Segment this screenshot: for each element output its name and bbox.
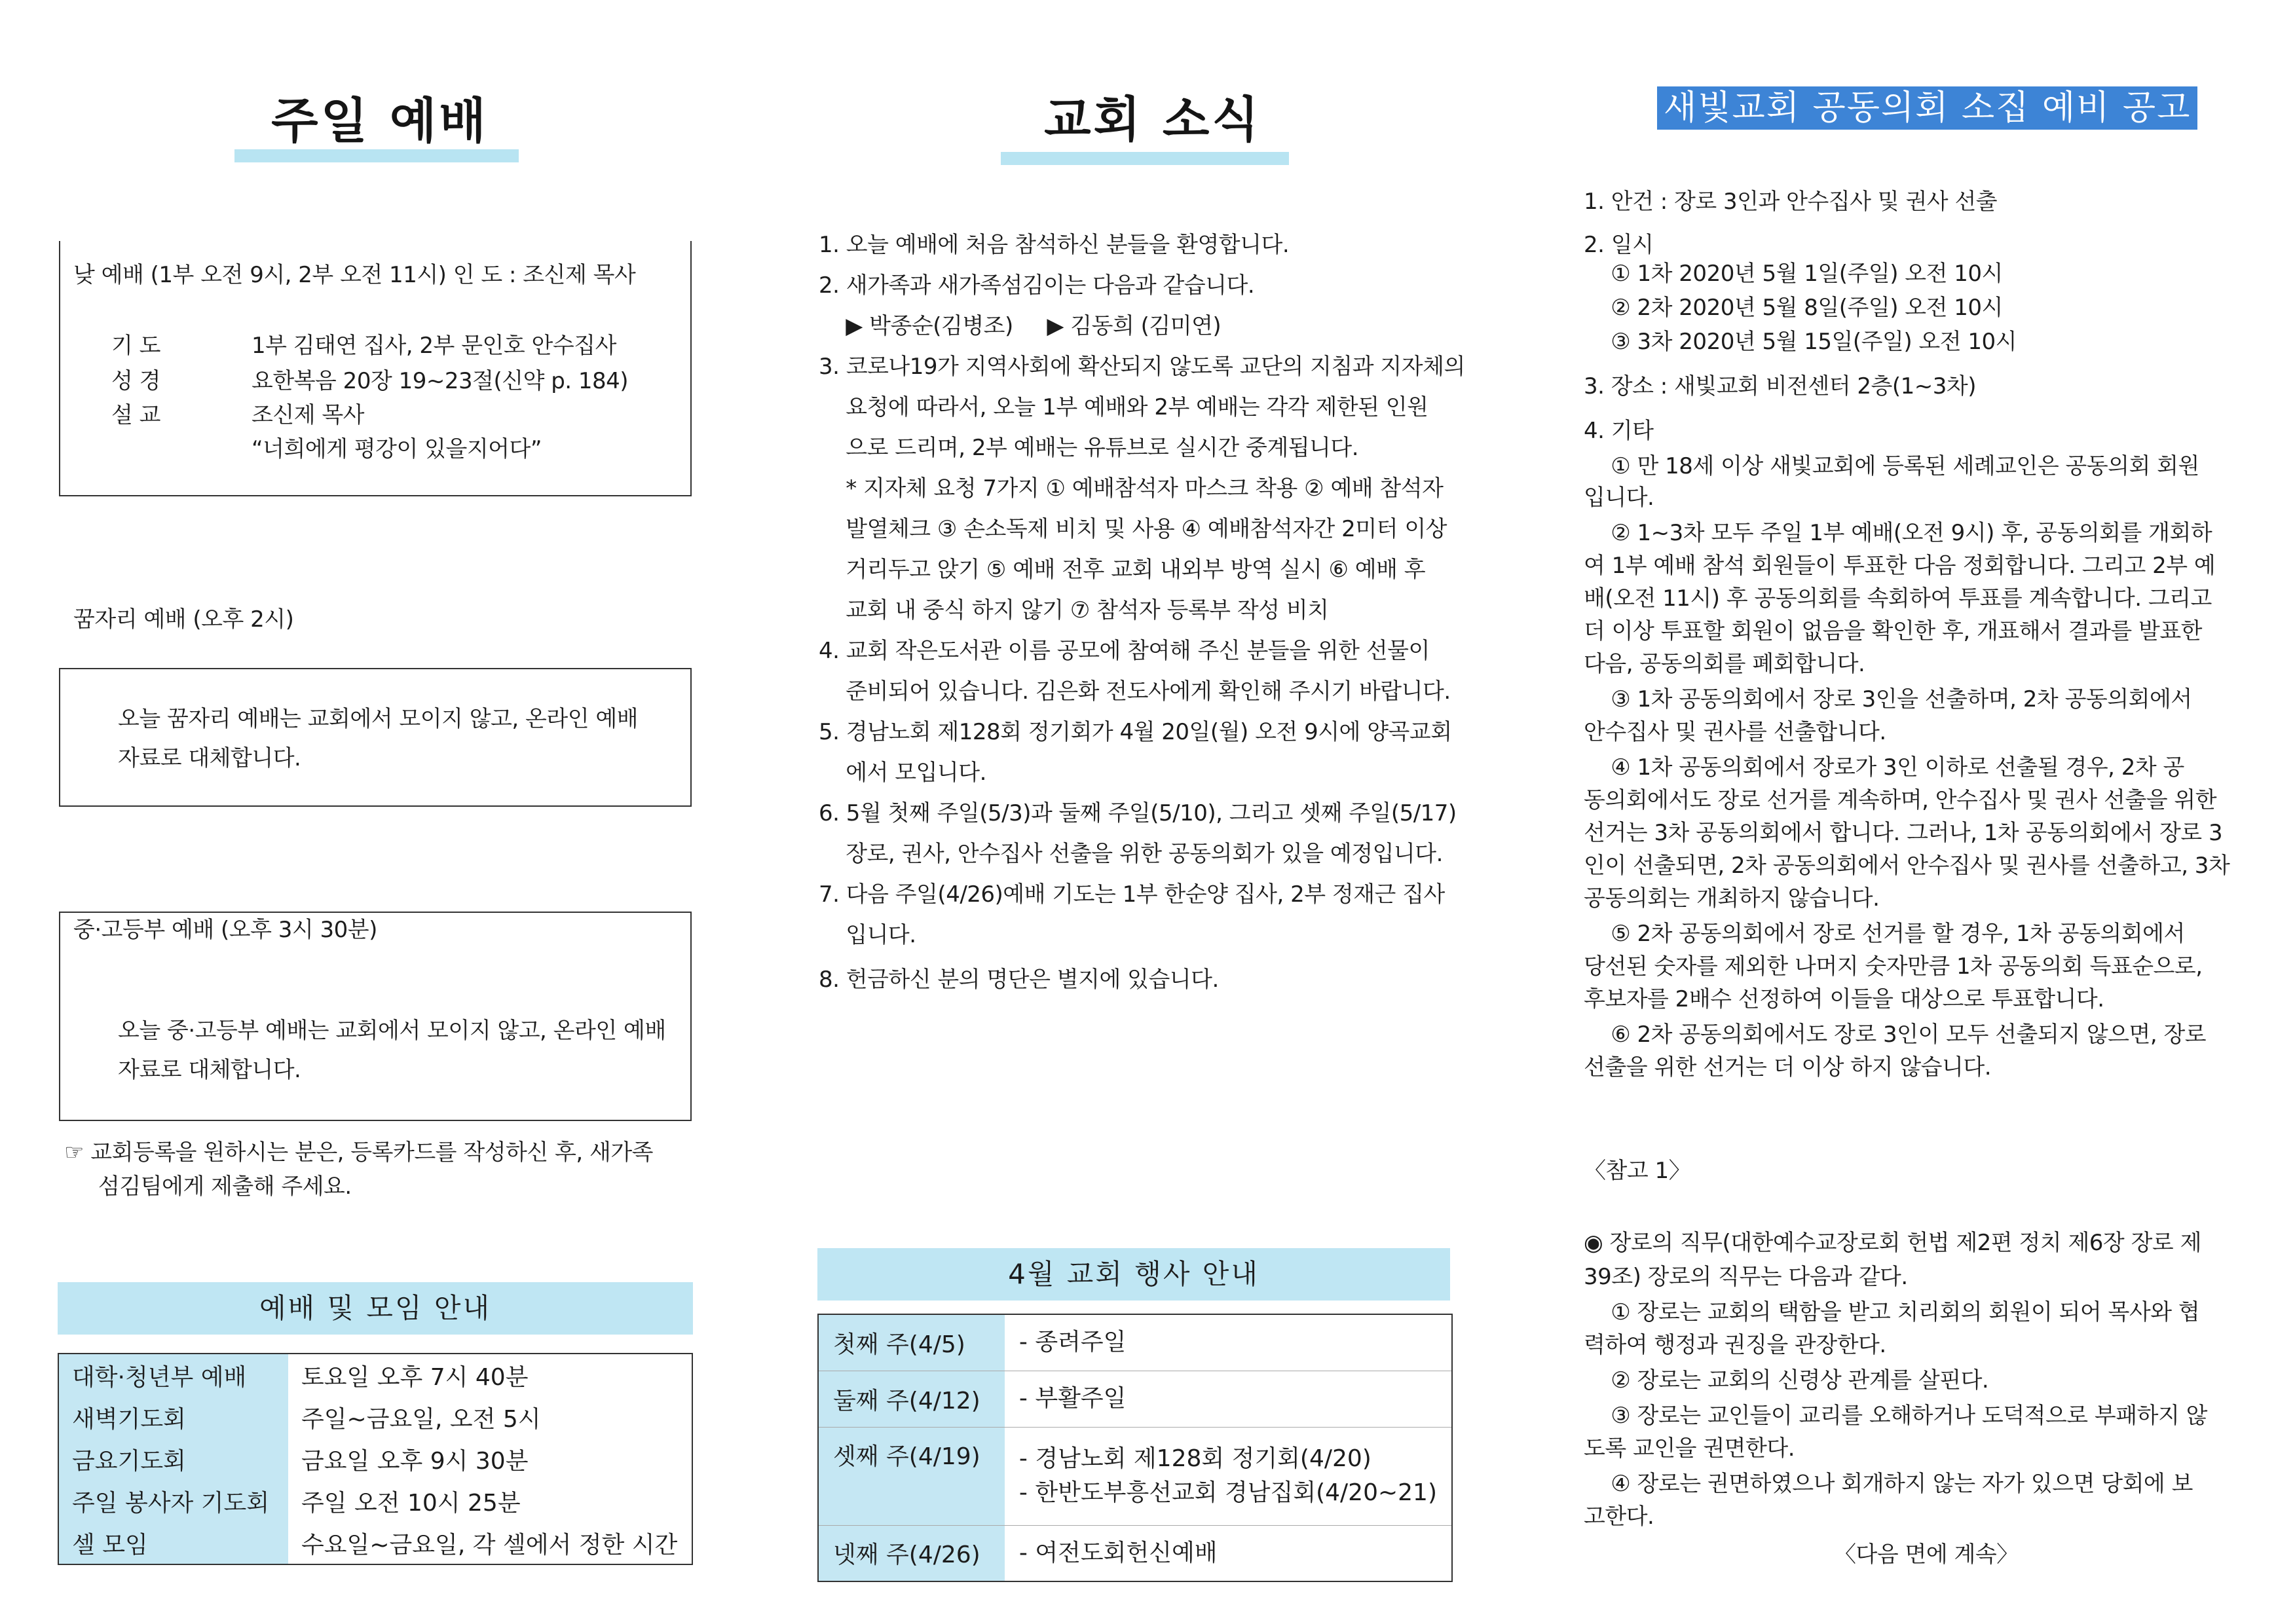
notice-line: 동의회에서도 장로 선거를 계속하며, 안수집사 및 권사 선출을 위한 (1584, 787, 2217, 813)
sermon-label: 설 교 (111, 402, 160, 428)
reference-line: ① 장로는 교회의 택함을 받고 치리회의 회원이 되어 목사와 협 (1584, 1299, 2200, 1325)
news-line: 준비되어 있습니다. 김은화 전도사에게 확인해 주시기 바랍니다. (819, 678, 1451, 705)
news-line: 요청에 따라서, 오늘 1부 예배와 2부 예배는 각각 제한된 인원 (819, 394, 1428, 420)
registration-note-line-2: 섬김팀에게 제출해 주세요. (98, 1173, 352, 1200)
schedule-name: 셀 모임 (58, 1522, 288, 1564)
church-news-list (819, 231, 1465, 993)
youth-service-header: 중·고등부 예배 (오후 3시 30분) (73, 917, 377, 943)
registration-note-line-1: ☞ 교회등록을 원하시는 분은, 등록카드를 작성하신 후, 새가족 (64, 1139, 654, 1166)
event-week: 첫째 주(4/5) (818, 1314, 1005, 1371)
event-week: 둘째 주(4/12) (818, 1371, 1005, 1427)
news-line: 7. 다음 주일(4/26)예배 기도는 1부 한순양 집사, 2부 정재근 집사 (819, 881, 1445, 908)
notice-line: 선거는 3차 공동의회에서 합니다. 그러나, 1차 공동의회에서 장로 3 (1584, 820, 2223, 846)
continued-note: 〈다음 면에 계속〉 (1834, 1541, 2019, 1568)
notice-line: 후보자를 2배수 선정하여 이들을 대상으로 투표합니다. (1584, 986, 2104, 1012)
kids-service-box (59, 668, 692, 807)
meeting-notice-title: 새빛교회 공동의회 소집 예비 공고 (1657, 86, 2197, 130)
prayer-label: 기 도 (111, 333, 160, 359)
schedule-time: 주일 오전 10시 25분 (301, 1489, 521, 1517)
middle-column (786, 0, 1506, 1624)
notice-line: 당선된 숫자를 제외한 나머지 숫자만큼 1차 공동의회 득표순으로, (1584, 953, 2203, 980)
title-underline (234, 149, 519, 162)
news-line: 거리두고 앉기 ⑤ 예배 전후 교회 내외부 방역 실시 ⑥ 예배 후 (819, 557, 1426, 583)
meeting-notice-body (1584, 187, 2278, 1080)
schedule-time: 금요일 오후 9시 30분 (301, 1447, 529, 1475)
left-column (0, 0, 720, 1624)
sermon-value: 조신제 목사 (252, 402, 365, 428)
event-item: - 여전도회헌신예배 (1018, 1539, 1218, 1566)
reference-line: ④ 장로는 권면하였으나 회개하지 않는 자가 있으면 당회에 보 (1584, 1471, 2193, 1497)
notice-line: 1. 안건 : 장로 3인과 안수집사 및 권사 선출 (1584, 189, 1998, 215)
kids-service-header: 꿈자리 예배 (오후 2시) (73, 606, 294, 633)
notice-line: 인이 선출되면, 2차 공동의회에서 안수집사 및 권사를 선출하고, 3차 (1584, 853, 2230, 879)
news-line: ▶ 박종순(김병조) ▶ 김동희 (김미연) (819, 313, 1222, 339)
notice-line: ① 만 18세 이상 새빛교회에 등록된 세례교인은 공동의회 회원 (1584, 453, 2199, 479)
reference-body (1584, 1228, 2278, 1530)
news-line: 4. 교회 작은도서관 이름 공모에 참여해 주신 분들을 위한 선물이 (819, 638, 1430, 664)
notice-line: 여 1부 예배 참석 회원들이 투표한 다음 정회합니다. 그리고 2부 예 (1584, 553, 2216, 579)
table-row (58, 1438, 692, 1480)
schedule-time: 주일~금요일, 오전 5시 (301, 1405, 541, 1433)
notice-line: ⑥ 2차 공동의회에서도 장로 3인이 모두 선출되지 않으면, 장로 (1584, 1022, 2207, 1048)
schedule-time: 토요일 오후 7시 40분 (301, 1363, 529, 1391)
kids-service-line-2: 자료로 대체합니다. (118, 745, 301, 771)
table-row (818, 1427, 1452, 1525)
reference-line: 력하여 행정과 권징을 관장한다. (1584, 1332, 1886, 1358)
youth-service-line-1: 오늘 중·고등부 예배는 교회에서 모이지 않고, 온라인 예배 (118, 1018, 666, 1044)
table-row (58, 1354, 692, 1396)
table-row (818, 1314, 1452, 1371)
church-news-title: 교회 소식 (1044, 92, 1261, 148)
event-items (1005, 1314, 1452, 1371)
title-underline (1001, 152, 1289, 165)
notice-line: 배(오전 11시) 후 공동의회를 속회하여 투표를 계속합니다. 그리고 (1584, 585, 2212, 612)
reference-title: 〈참고 1〉 (1584, 1158, 1691, 1184)
news-line: 에서 모입니다. (819, 760, 986, 786)
reference-line: ② 장로는 교회의 신령상 관계를 살핀다. (1584, 1367, 1989, 1393)
event-item: - 종려주일 (1018, 1329, 1127, 1356)
schedule-table (58, 1353, 693, 1565)
schedule-name: 금요기도회 (58, 1438, 288, 1480)
notice-line: 입니다. (1584, 485, 1654, 511)
schedule-title: 예배 및 모임 안내 (58, 1282, 693, 1335)
event-item: - 부활주일 (1018, 1385, 1127, 1412)
table-row (818, 1371, 1452, 1427)
event-item: - 한반도부흥선교회 경남집회(4/20~21) (1018, 1479, 1437, 1506)
notice-line: ② 2차 2020년 5월 8일(주일) 오전 10시 (1584, 295, 2003, 321)
reference-line: ③ 장로는 교인들이 교리를 오해하거나 도덕적으로 부패하지 않 (1584, 1403, 2207, 1429)
reference-line: 고한다. (1584, 1504, 1654, 1530)
table-row (58, 1480, 692, 1522)
news-line: 으로 드리며, 2부 예배는 유튜브로 실시간 중계됩니다. (819, 435, 1359, 461)
event-item: - 경남노회 제128회 정기회(4/20) (1018, 1445, 1371, 1472)
kids-service-line-1: 오늘 꿈자리 예배는 교회에서 모이지 않고, 온라인 예배 (118, 706, 639, 732)
reference-line: ◉ 장로의 직무(대한예수교장로회 헌법 제2편 정치 제6장 장로 제 (1584, 1230, 2201, 1256)
prayer-value: 1부 김태연 집사, 2부 문인호 안수집사 (252, 333, 616, 359)
schedule-time: 수요일~금요일, 각 셀에서 정한 시간 (301, 1531, 678, 1559)
youth-service-line-2: 자료로 대체합니다. (118, 1057, 301, 1083)
notice-line: 다음, 공동의회를 폐회합니다. (1584, 651, 1865, 677)
table-row (818, 1525, 1452, 1581)
news-line: 6. 5월 첫째 주일(5/3)과 둘째 주일(5/10), 그리고 셋째 주일(5/17) (819, 800, 1457, 826)
news-line: 교회 내 중식 하지 않기 ⑦ 참석자 등록부 작성 비치 (819, 597, 1329, 623)
news-line: * 지자체 요청 7가지 ① 예배참석자 마스크 착용 ② 예배 참석자 (819, 475, 1444, 502)
notice-line: 3. 장소 : 새빛교회 비전센터 2층(1~3차) (1584, 373, 1976, 399)
notice-line: 더 이상 투표할 회원이 없음을 확인한 후, 개표해서 결과를 발표한 (1584, 618, 2203, 644)
news-line: 3. 코로나19가 지역사회에 확산되지 않도록 교단의 지침과 지자체의 (819, 354, 1465, 380)
news-line: 입니다. (819, 922, 916, 948)
news-line: 8. 헌금하신 분의 명단은 별지에 있습니다. (819, 967, 1219, 993)
notice-line: ⑤ 2차 공동의회에서 장로 선거를 할 경우, 1차 공동의회에서 (1584, 921, 2185, 947)
events-table (817, 1314, 1453, 1582)
schedule-name: 대학·청년부 예배 (58, 1354, 288, 1396)
news-line: 2. 새가족과 새가족섬김이는 다음과 같습니다. (819, 272, 1255, 299)
sermon-title: “너희에게 평강이 있을지어다” (252, 436, 542, 462)
events-title: 4월 교회 행사 안내 (817, 1248, 1450, 1301)
notice-line: 선출을 위한 선거는 더 이상 하지 않습니다. (1584, 1054, 1991, 1080)
sunday-service-header: 낮 예배 (1부 오전 9시, 2부 오전 11시) 인 도 : 조신제 목사 (73, 262, 636, 288)
event-items (1005, 1371, 1452, 1427)
notice-line: 4. 기타 (1584, 418, 1654, 444)
table-row (58, 1396, 692, 1438)
notice-line: ③ 1차 공동의회에서 장로 3인을 선출하며, 2차 공동의회에서 (1584, 686, 2192, 712)
notice-line: ③ 3차 2020년 5월 15일(주일) 오전 10시 (1584, 329, 2017, 355)
scripture-label: 성 경 (111, 368, 160, 394)
reference-line: 도록 교인을 권면한다. (1584, 1435, 1795, 1462)
scripture-value: 요한복음 20장 19~23절(신약 p. 184) (252, 368, 629, 394)
schedule-name: 주일 봉사자 기도회 (58, 1480, 288, 1522)
table-row (58, 1522, 692, 1564)
sunday-service-title: 주일 예배 (271, 93, 489, 149)
notice-line: ② 1~3차 모두 주일 1부 예배(오전 9시) 후, 공동의회를 개회하 (1584, 520, 2212, 546)
notice-line: ④ 1차 공동의회에서 장로가 3인 이하로 선출될 경우, 2차 공 (1584, 754, 2184, 781)
event-items (1005, 1427, 1452, 1525)
event-week: 셋째 주(4/19) (818, 1427, 1005, 1525)
right-column (1559, 0, 2295, 1624)
reference-line: 39조) 장로의 직무는 다음과 같다. (1584, 1264, 1908, 1290)
notice-line: ① 1차 2020년 5월 1일(주일) 오전 10시 (1584, 261, 2003, 287)
news-line: 장로, 권사, 안수집사 선출을 위한 공동의회가 있을 예정입니다. (819, 841, 1443, 867)
event-items (1005, 1525, 1452, 1581)
news-line: 1. 오늘 예배에 처음 참석하신 분들을 환영합니다. (819, 232, 1290, 258)
news-line: 발열체크 ③ 손소독제 비치 및 사용 ④ 예배참석자간 2미터 이상 (819, 516, 1447, 542)
notice-line: 안수집사 및 권사를 선출합니다. (1584, 719, 1886, 745)
event-week: 넷째 주(4/26) (818, 1525, 1005, 1581)
news-line: 5. 경남노회 제128회 정기회가 4월 20일(월) 오전 9시에 양곡교회 (819, 719, 1452, 745)
notice-line: 공동의회는 개최하지 않습니다. (1584, 885, 1880, 912)
schedule-name: 새벽기도회 (58, 1396, 288, 1438)
notice-line: 2. 일시 (1584, 232, 1654, 258)
